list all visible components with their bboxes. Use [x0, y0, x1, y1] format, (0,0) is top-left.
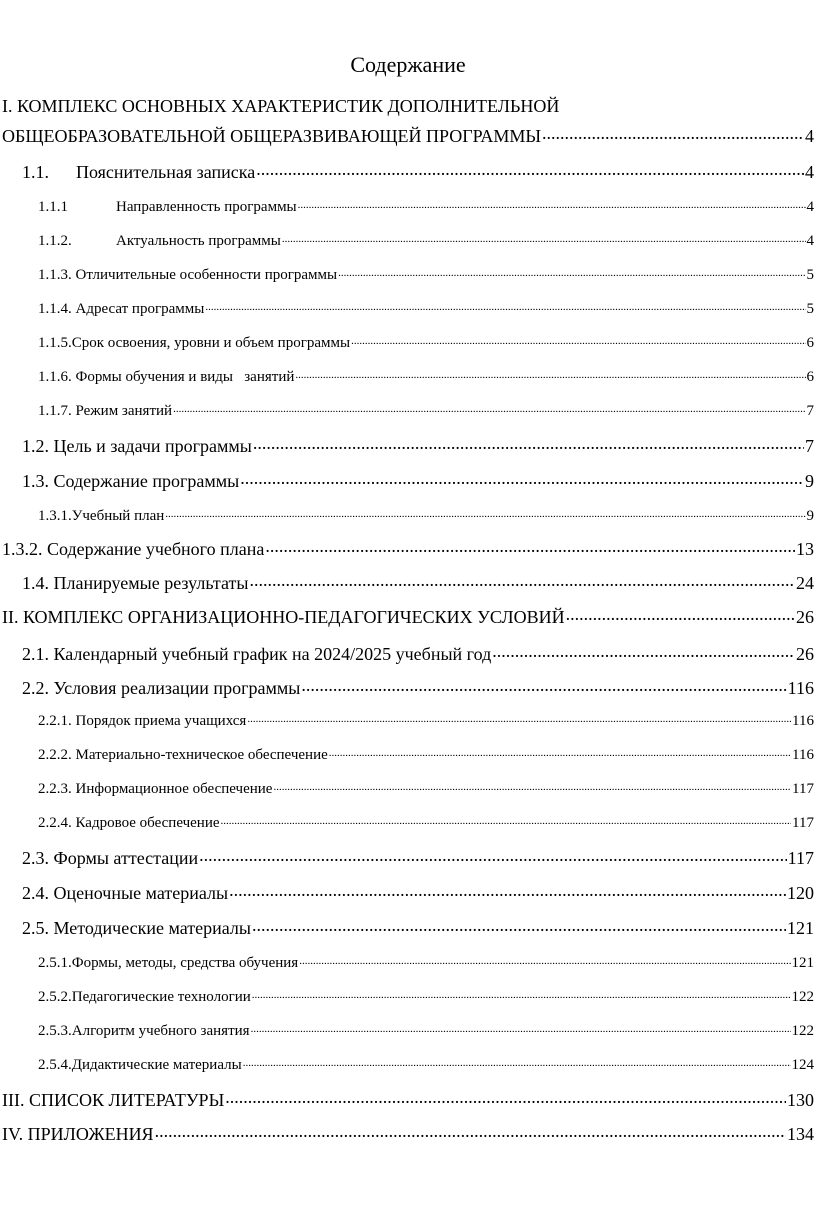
leader-dots — [542, 124, 804, 142]
toc-entry-text: 1.1.4. Адресат программы — [38, 301, 205, 317]
leader-dots — [243, 1054, 791, 1069]
toc-entry-text: 1.3. Содержание программы — [22, 471, 240, 491]
leader-dots — [351, 332, 805, 347]
toc-entry[interactable] — [38, 505, 814, 525]
leader-dots — [301, 676, 786, 694]
leader-dots — [253, 434, 804, 452]
leader-dots — [240, 469, 804, 487]
toc-entry-text: ОБЩЕОБРАЗОВАТЕЛЬНОЙ ОБЩЕРАЗВИВАЮЩЕЙ ПРОГРАММЫ — [2, 126, 542, 146]
toc-entry-text: 2.2.3. Информационное обеспечение — [38, 781, 273, 797]
leader-dots — [338, 264, 805, 279]
toc-entry-text: 2.2. Условия реализации программы — [22, 678, 301, 698]
toc-page-number: 116 — [792, 747, 814, 763]
toc-entry[interactable] — [22, 916, 814, 939]
toc-page-number: 4 — [806, 233, 814, 249]
toc-page-number: 4 — [806, 199, 814, 215]
toc-entry[interactable] — [38, 400, 814, 420]
toc-entry[interactable] — [38, 298, 814, 318]
toc-page-number: 24 — [796, 573, 814, 593]
toc-entry[interactable] — [38, 230, 814, 250]
toc-page-number: 13 — [796, 539, 814, 559]
leader-dots — [492, 642, 795, 660]
leader-dots — [295, 366, 805, 381]
toc-entry[interactable] — [2, 605, 814, 628]
toc-page-number: 117 — [787, 848, 814, 868]
leader-dots — [229, 881, 786, 899]
toc-entry[interactable] — [22, 434, 814, 457]
toc-entry[interactable] — [2, 124, 814, 147]
leader-dots — [252, 986, 791, 1001]
toc-entry[interactable] — [38, 1054, 814, 1074]
toc-entry[interactable] — [2, 537, 814, 560]
leader-dots — [282, 230, 806, 245]
toc-entry-text: 2.5. Методические материалы — [22, 918, 252, 938]
toc-entry[interactable] — [38, 1020, 814, 1040]
toc-entry-text: 2.5.4.Дидактические материалы — [38, 1057, 242, 1073]
toc-page-number: 130 — [787, 1090, 814, 1110]
leader-dots — [249, 571, 795, 589]
toc-entry[interactable] — [2, 1088, 814, 1111]
toc-entry-text: 1.3.2. Содержание учебного плана — [2, 539, 265, 559]
toc-entry-text: II. КОМПЛЕКС ОРГАНИЗАЦИОННО-ПЕДАГОГИЧЕСКИХ УСЛОВИЙ — [2, 607, 565, 627]
toc-entry-number: 1.1.2. — [38, 233, 72, 249]
toc-entry-text: Пояснительная записка — [76, 162, 256, 182]
toc-entry[interactable] — [22, 469, 814, 492]
toc-page-number: 4 — [805, 126, 814, 146]
toc-page-number: 120 — [787, 883, 814, 903]
toc-page-number: 26 — [796, 607, 814, 627]
leader-dots — [265, 537, 795, 555]
toc-entry-text: 1.1.7. Режим занятий — [38, 403, 173, 419]
toc-page-number: 6 — [806, 369, 814, 385]
leader-dots — [298, 196, 806, 211]
leader-dots — [155, 1122, 786, 1140]
toc-page-number: 4 — [805, 162, 814, 182]
toc-entry-text: 2.3. Формы аттестации — [22, 848, 199, 868]
toc-entry[interactable] — [38, 332, 814, 352]
toc-entry-text: 1.3.1.Учебный план — [38, 508, 165, 524]
leader-dots — [256, 160, 804, 178]
page-title: Содержание — [350, 52, 466, 77]
toc-entry-number: 1.1.1 — [38, 199, 68, 215]
toc-entry[interactable] — [22, 160, 814, 183]
leader-dots — [329, 744, 791, 759]
toc-page-number: 5 — [806, 301, 814, 317]
toc-entry[interactable] — [38, 778, 814, 798]
toc-page-number: 26 — [796, 644, 814, 664]
toc-page-number: 6 — [806, 335, 814, 351]
toc-entry[interactable] — [22, 642, 814, 665]
toc-entry-text: IV. ПРИЛОЖЕНИЯ — [2, 1124, 154, 1144]
leader-dots — [205, 298, 805, 313]
toc-entry-text: 2.5.1.Формы, методы, средства обучения — [38, 955, 299, 971]
toc-entry[interactable] — [38, 812, 814, 832]
toc-page-number: 117 — [792, 781, 814, 797]
leader-dots — [252, 916, 786, 934]
toc-page-number: 9 — [806, 508, 814, 524]
leader-dots — [225, 1088, 786, 1106]
toc-page-number: 122 — [791, 989, 814, 1005]
toc-entry[interactable] — [38, 196, 814, 216]
toc-entry-number: 1.1. — [22, 162, 49, 182]
toc-entry-text: Направленность программы — [116, 199, 297, 215]
toc-page-number: 121 — [791, 955, 814, 971]
toc-entry[interactable] — [22, 881, 814, 904]
toc-page-number: 116 — [787, 678, 814, 698]
toc-page-number: 124 — [791, 1057, 814, 1073]
leader-dots — [221, 812, 792, 827]
toc-page-number: 5 — [806, 267, 814, 283]
toc-entry-text: 2.1. Календарный учебный график на 2024/2025 учебный год — [22, 644, 492, 664]
toc-page-number: 121 — [787, 918, 814, 938]
toc-page-number: 7 — [805, 436, 814, 456]
toc-entry-text: 2.5.3.Алгоритм учебного занятия — [38, 1023, 250, 1039]
leader-dots — [173, 400, 805, 415]
toc-page-number: 7 — [806, 403, 814, 419]
toc-entry-text: 1.2. Цель и задачи программы — [22, 436, 252, 456]
toc-entry[interactable] — [38, 710, 814, 730]
toc-page-number: 134 — [787, 1124, 814, 1144]
leader-dots — [247, 710, 791, 725]
toc-entry-text: III. СПИСОК ЛИТЕРАТУРЫ — [2, 1090, 225, 1110]
toc-entry-text: 1.1.5.Срок освоения, уровни и объем программы — [38, 335, 351, 351]
toc-entry-text: Актуальность программы — [116, 233, 281, 249]
toc-entry-text: 2.4. Оценочные материалы — [22, 883, 229, 903]
leader-dots — [165, 505, 805, 520]
toc-entry[interactable] — [38, 986, 814, 1006]
leader-dots — [566, 605, 795, 623]
toc-entry-text: 2.2.2. Материально-техническое обеспечение — [38, 747, 328, 763]
toc-entry-text: 2.2.4. Кадровое обеспечение — [38, 815, 220, 831]
toc-entry-text: 2.5.2.Педагогические технологии — [38, 989, 251, 1005]
toc-page-number: 9 — [805, 471, 814, 491]
leader-dots — [299, 952, 790, 967]
toc-entry-text: 1.4. Планируемые результаты — [22, 573, 249, 593]
toc-entry-heading-line1: I. КОМПЛЕКС ОСНОВНЫХ ХАРАКТЕРИСТИК ДОПОЛНИТЕЛЬНОЙ — [2, 96, 560, 116]
leader-dots — [199, 846, 787, 864]
toc-entry[interactable] — [22, 676, 814, 699]
toc-page-number: 116 — [792, 713, 814, 729]
leader-dots — [251, 1020, 791, 1035]
toc-page-number: 117 — [792, 815, 814, 831]
toc-entry[interactable] — [22, 571, 814, 594]
toc-page-number: 122 — [791, 1023, 814, 1039]
toc-entry[interactable] — [38, 264, 814, 284]
toc-entry[interactable] — [22, 846, 814, 869]
toc-entry[interactable] — [2, 1122, 814, 1145]
leader-dots — [273, 778, 791, 793]
toc-entry[interactable] — [38, 952, 814, 972]
toc-entry-text: 1.1.6. Формы обучения и виды занятий — [38, 369, 295, 385]
toc-entry[interactable] — [38, 744, 814, 764]
toc-entry-text: 1.1.3. Отличительные особенности программы — [38, 267, 338, 283]
toc-entry[interactable] — [38, 366, 814, 386]
toc-entry-text: 2.2.1. Порядок приема учащихся — [38, 713, 247, 729]
